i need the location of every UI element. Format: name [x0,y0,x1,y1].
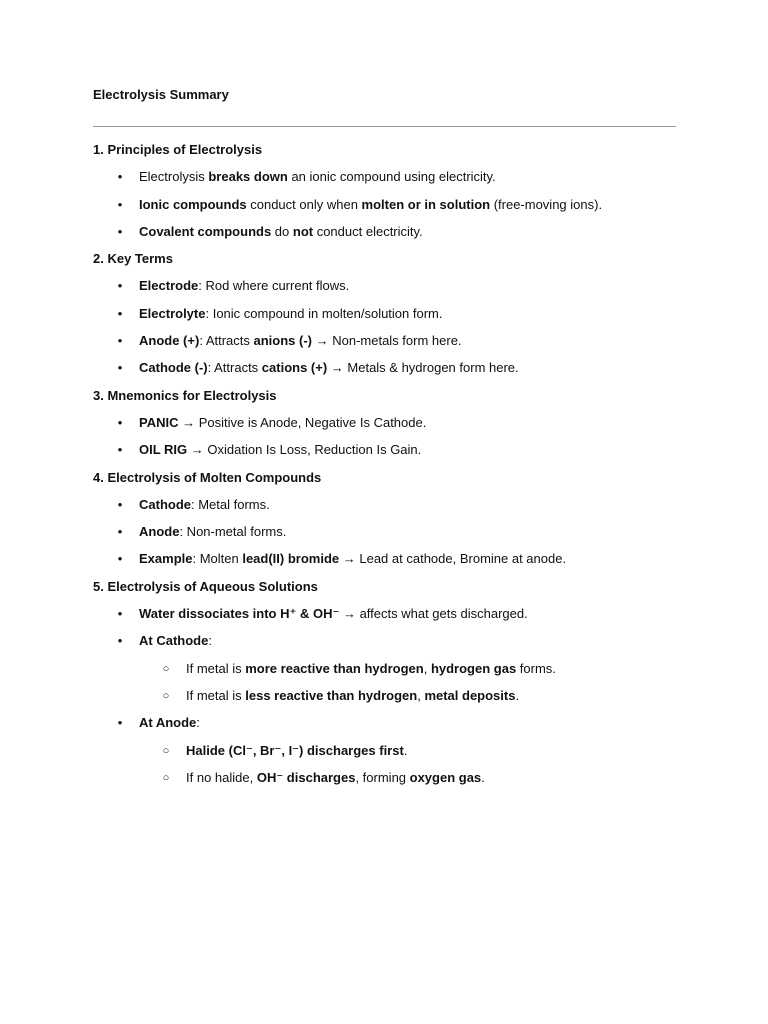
text-run: conduct only when [246,196,362,212]
bold-text: At Cathode [139,633,209,649]
bullet-icon: • [117,442,123,458]
text-run: conduct electricity. [313,223,423,239]
horizontal-divider [93,126,676,127]
list-item [93,168,693,195]
bullet-icon: • [117,414,123,430]
bold-text: Anode [139,524,180,540]
list-item [93,496,693,523]
list-item-text [139,169,496,184]
list-item-text [139,524,286,539]
bold-text: hydrogen gas [430,660,517,676]
text-run: → Non-metals form here. [312,333,462,349]
text-run: forms. [516,660,556,676]
bold-text: Ionic compounds [139,196,247,212]
text-run: : Rod where current flows. [198,278,350,294]
text-run: → Metals & hydrogen form here. [327,360,519,376]
circle-bullet-icon: ○ [162,744,170,757]
sub-list-item [93,687,693,714]
text-run: . [515,687,520,703]
text-run: , [423,660,431,676]
bullet-icon: • [117,305,123,321]
section-heading: 1. Principles of Electrolysis [93,142,263,157]
bullet-icon: • [117,333,123,349]
text-run: → affects what gets discharged. [339,606,528,622]
bullet-icon: • [117,496,123,512]
list-item [93,523,693,550]
list-item-text [139,442,421,457]
list-item-text [139,551,566,566]
text-run: : Attracts [207,360,262,376]
list-item-text [139,715,200,730]
text-run: If metal is [186,660,246,676]
list-item [93,359,693,386]
circle-bullet-icon: ○ [162,771,170,784]
bold-text: Anode (+) [139,333,200,349]
text-run: → Positive is Anode, Negative Is Cathode. [178,414,427,430]
bold-text: anions (-) [253,333,312,349]
list-item-text [139,333,462,348]
circle-bullet-icon: ○ [162,662,170,675]
bold-text: Electrolyte [139,305,206,321]
list-item-text [139,197,602,212]
text-run: (free-moving ions). [490,196,603,212]
sub-list-item-text [186,770,485,785]
bold-text: Cathode [139,496,191,512]
text-run: → Oxidation Is Loss, Reduction Is Gain. [187,442,422,458]
bold-text: PANIC [139,414,179,430]
bold-text: breaks down [208,169,288,185]
bold-text: oxygen gas [409,769,482,785]
text-run: an ionic compound using electricity. [287,169,496,185]
bold-text: lead(II) bromide [242,551,340,567]
bullet-icon: • [117,278,123,294]
bold-text: Halide (Cl⁻, Br⁻, I⁻) discharges first [186,742,404,758]
list-item-text [139,224,423,239]
list-item [93,414,693,441]
bullet-icon: • [117,715,123,731]
list-item-text [139,278,349,293]
section-heading: 5. Electrolysis of Aqueous Solutions [93,578,318,594]
sub-list-item [93,660,693,687]
text-run: , [417,687,425,703]
list-item-text [139,633,212,648]
text-run: : Molten [192,551,243,567]
bold-text: Water dissociates into H⁺ & OH⁻ [139,606,340,622]
bold-text: metal deposits [424,687,516,703]
list-item [93,332,693,359]
text-run: → Lead at cathode, Bromine at anode. [339,551,567,567]
text-run: : [208,633,212,649]
bold-text: Cathode (-) [139,360,208,376]
text-run: do [271,223,293,239]
bold-text: OH⁻ discharges [256,769,356,785]
text-run: , forming [355,769,410,785]
bold-text: At Anode [139,715,197,731]
bold-text: Covalent compounds [139,223,272,239]
text-run: . [481,769,485,785]
list-item [93,605,693,632]
bullet-icon: • [117,196,123,212]
list-item-text [139,497,270,512]
bullet-icon: • [117,551,123,567]
text-run: Electrolysis [139,169,209,185]
bold-text: less reactive than hydrogen [245,687,418,703]
text-run: : Ionic compound in molten/solution form. [205,305,443,321]
text-run: If metal is [186,687,246,703]
text-run: If no halide, [186,769,257,785]
sub-list-item-text [186,743,407,758]
bullet-icon: • [117,360,123,376]
list-item-text [139,360,519,375]
document-title: Electrolysis Summary [93,87,229,102]
section-heading: 3. Mnemonics for Electrolysis [93,387,277,403]
section-heading: 2. Key Terms [93,251,173,267]
bold-text: molten or in solution [361,196,491,212]
bullet-icon: • [117,524,123,540]
text-run: : Attracts [199,333,254,349]
text-run: : Metal forms. [191,496,270,512]
list-item [93,714,693,741]
list-item [93,277,693,304]
bullet-icon: • [117,223,123,239]
bullet-icon: • [117,169,123,185]
list-item [93,632,693,659]
bold-text: not [292,223,314,239]
sub-list-item-text [186,688,519,703]
sub-list-item [93,742,693,769]
bold-text: OIL RIG [139,442,188,458]
list-item [93,305,693,332]
sub-list-item [93,769,693,796]
circle-bullet-icon: ○ [162,689,170,702]
list-item [93,441,693,468]
bold-text: Electrode [139,278,199,294]
text-run: : Non-metal forms. [179,524,287,540]
section-heading: 4. Electrolysis of Molten Compounds [93,469,322,485]
list-item [93,550,693,577]
list-item-text [139,606,528,621]
list-item-text [139,415,426,430]
sub-list-item-text [186,661,556,676]
bullet-icon: • [117,633,123,649]
bold-text: more reactive than hydrogen [245,660,424,676]
text-run: : [196,715,200,731]
bullet-icon: • [117,606,123,622]
document-body [93,141,693,796]
text-run: . [403,742,408,758]
bold-text: cations (+) [261,360,328,376]
list-item-text [139,306,443,321]
list-item [93,196,693,223]
list-item [93,223,693,250]
bold-text: Example [139,551,193,567]
